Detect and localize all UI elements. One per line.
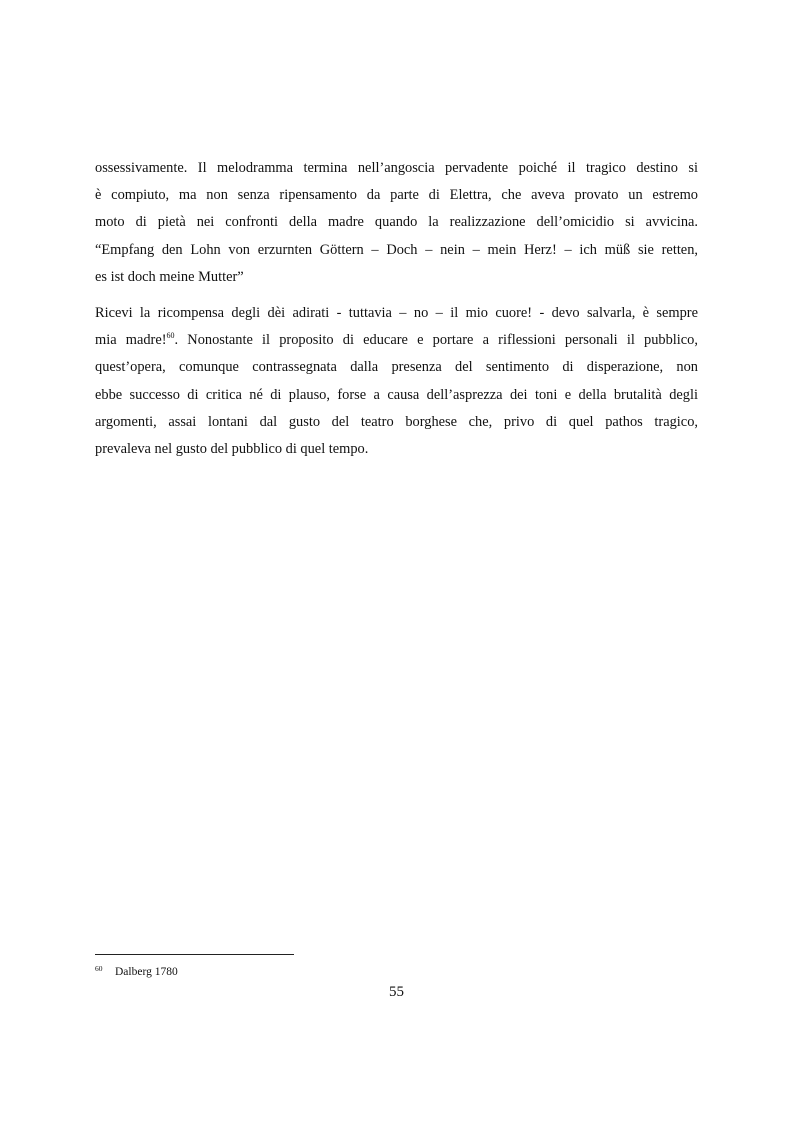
footnote-reference[interactable]: 60 <box>166 331 175 341</box>
text-line: è compiuto, ma non senza ripensamento da parte di Elettra, che aveva provato un estremo <box>95 187 698 204</box>
text-line: prevaleva nel gusto del pubblico di quel tempo. <box>95 441 369 458</box>
text-line <box>95 327 698 354</box>
text-line: argomenti, assai lontani dal gusto del teatro borghese che, privo di quel pathos tragico, <box>95 413 698 430</box>
text-segment: mia madre! <box>95 332 167 349</box>
footnote-text: Dalberg 1780 <box>115 966 178 978</box>
text-line: “Empfang den Lohn von erzurnten Göttern – Doch – nein – mein Herz! – ich müß sie retten, <box>95 241 698 258</box>
paragraph-2 <box>95 300 698 463</box>
text-line: es ist doch meine Mutter” <box>95 268 244 285</box>
text-line: moto di pietà nei confronti della madre quando la realizzazione dell’omicidio si avvicina. <box>95 214 698 231</box>
footnote-number: 60 <box>95 964 103 973</box>
text-segment: . Nonostante il proposito di educare e portare a riflessioni personali il pubblico, <box>174 332 698 349</box>
footnote <box>95 962 178 979</box>
text-line: ossessivamente. Il melodramma termina nell’angoscia pervadente poiché il tragico destino si <box>95 160 698 176</box>
paragraph-1 <box>95 155 698 291</box>
text-line: Ricevi la ricompensa degli dèi adirati - tuttavia – no – il mio cuore! - devo salvarla, è sempre <box>95 305 698 322</box>
page-number: 55 <box>389 984 404 1000</box>
text-line: ebbe successo di critica né di plauso, forse a causa dell’asprezza dei toni e della brutalità degli <box>95 386 698 403</box>
text-line: quest’opera, comunque contrassegnata dalla presenza del sentimento di disperazione, non <box>95 359 698 376</box>
main-text <box>95 155 698 463</box>
footnote-separator <box>95 954 294 955</box>
